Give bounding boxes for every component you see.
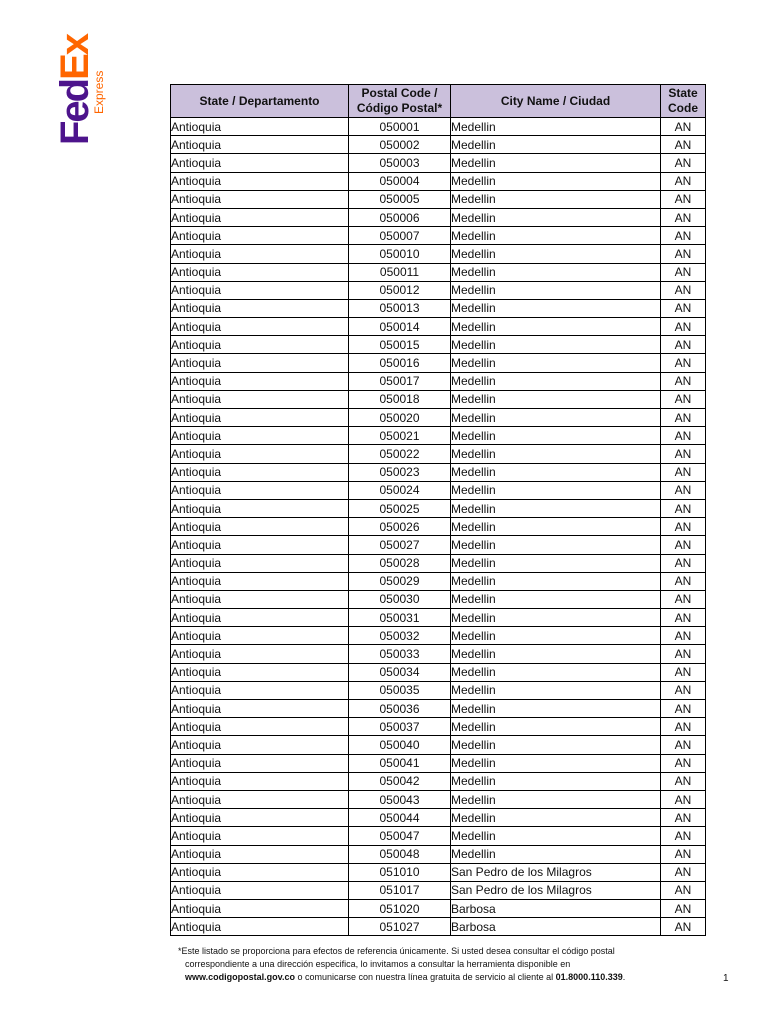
cell-state-code: AN — [661, 700, 706, 718]
cell-postal-code: 050033 — [349, 645, 451, 663]
cell-postal-code: 050034 — [349, 663, 451, 681]
header-state: State / Departamento — [171, 85, 349, 118]
cell-state: Antioquia — [171, 609, 349, 627]
cell-state: Antioquia — [171, 154, 349, 172]
cell-state: Antioquia — [171, 172, 349, 190]
cell-city: Medellin — [451, 263, 661, 281]
table-row — [171, 336, 706, 354]
cell-city: Medellin — [451, 245, 661, 263]
cell-state-code: AN — [661, 718, 706, 736]
cell-state: Antioquia — [171, 590, 349, 608]
cell-city: Medellin — [451, 700, 661, 718]
cell-state-code: AN — [661, 572, 706, 590]
cell-state: Antioquia — [171, 681, 349, 699]
cell-postal-code: 050048 — [349, 845, 451, 863]
cell-postal-code: 050041 — [349, 754, 451, 772]
table-row — [171, 518, 706, 536]
cell-state: Antioquia — [171, 208, 349, 226]
cell-state-code: AN — [661, 445, 706, 463]
table-row — [171, 863, 706, 881]
cell-state-code: AN — [661, 263, 706, 281]
footnote-line-2: correspondiente a una dirección especifica, lo invitamos a consultar la herramienta disponible en — [185, 959, 571, 969]
cell-city: Medellin — [451, 354, 661, 372]
cell-postal-code: 051017 — [349, 881, 451, 899]
cell-state: Antioquia — [171, 499, 349, 517]
website-link[interactable]: www.codigopostal.gov.co — [185, 972, 296, 982]
header-postal-code: Postal Code / Código Postal* — [349, 85, 451, 118]
cell-state: Antioquia — [171, 318, 349, 336]
cell-city: Medellin — [451, 790, 661, 808]
cell-state-code: AN — [661, 518, 706, 536]
table-row — [171, 118, 706, 136]
table-row — [171, 790, 706, 808]
cell-state-code: AN — [661, 390, 706, 408]
cell-city: Medellin — [451, 663, 661, 681]
cell-state: Antioquia — [171, 627, 349, 645]
cell-state-code: AN — [661, 663, 706, 681]
cell-state-code: AN — [661, 336, 706, 354]
table-row — [171, 227, 706, 245]
cell-city: Medellin — [451, 463, 661, 481]
cell-state-code: AN — [661, 900, 706, 918]
cell-state-code: AN — [661, 318, 706, 336]
cell-city: Medellin — [451, 572, 661, 590]
cell-state-code: AN — [661, 827, 706, 845]
cell-city: Medellin — [451, 827, 661, 845]
table-row — [171, 827, 706, 845]
table-row — [171, 263, 706, 281]
cell-state: Antioquia — [171, 227, 349, 245]
cell-postal-code: 050023 — [349, 463, 451, 481]
cell-state: Antioquia — [171, 809, 349, 827]
header-city: City Name / Ciudad — [451, 85, 661, 118]
cell-postal-code: 050021 — [349, 427, 451, 445]
cell-state-code: AN — [661, 536, 706, 554]
table-row — [171, 172, 706, 190]
footnote — [178, 945, 708, 984]
fedex-express-logo — [52, 30, 112, 150]
cell-state: Antioquia — [171, 354, 349, 372]
cell-state: Antioquia — [171, 190, 349, 208]
cell-state: Antioquia — [171, 900, 349, 918]
cell-state: Antioquia — [171, 827, 349, 845]
cell-state: Antioquia — [171, 736, 349, 754]
table-row — [171, 554, 706, 572]
cell-city: Medellin — [451, 281, 661, 299]
cell-state: Antioquia — [171, 554, 349, 572]
cell-state-code: AN — [661, 790, 706, 808]
cell-postal-code: 051010 — [349, 863, 451, 881]
cell-city: Medellin — [451, 754, 661, 772]
cell-state: Antioquia — [171, 518, 349, 536]
cell-state-code: AN — [661, 409, 706, 427]
cell-city: Medellin — [451, 172, 661, 190]
cell-postal-code: 050020 — [349, 409, 451, 427]
cell-state: Antioquia — [171, 663, 349, 681]
cell-city: San Pedro de los Milagros — [451, 863, 661, 881]
cell-postal-code: 050044 — [349, 809, 451, 827]
cell-city: Medellin — [451, 536, 661, 554]
cell-postal-code: 050043 — [349, 790, 451, 808]
cell-postal-code: 050005 — [349, 190, 451, 208]
cell-postal-code: 050004 — [349, 172, 451, 190]
cell-city: Medellin — [451, 118, 661, 136]
cell-city: Medellin — [451, 645, 661, 663]
cell-postal-code: 050031 — [349, 609, 451, 627]
table-row — [171, 572, 706, 590]
table-row — [171, 881, 706, 899]
cell-state-code: AN — [661, 227, 706, 245]
cell-postal-code: 050003 — [349, 154, 451, 172]
table-row — [171, 318, 706, 336]
table-row — [171, 499, 706, 517]
cell-state: Antioquia — [171, 572, 349, 590]
cell-state-code: AN — [661, 190, 706, 208]
cell-state-code: AN — [661, 645, 706, 663]
table-row — [171, 427, 706, 445]
table-row — [171, 772, 706, 790]
cell-city: Medellin — [451, 499, 661, 517]
cell-city: Medellin — [451, 809, 661, 827]
header-state-code: State Code — [661, 85, 706, 118]
fedex-logo-icon — [52, 30, 112, 150]
cell-city: Medellin — [451, 518, 661, 536]
table-row — [171, 663, 706, 681]
table-row — [171, 390, 706, 408]
cell-state: Antioquia — [171, 427, 349, 445]
cell-state-code: AN — [661, 590, 706, 608]
cell-state: Antioquia — [171, 845, 349, 863]
cell-state: Antioquia — [171, 918, 349, 936]
cell-state-code: AN — [661, 554, 706, 572]
cell-postal-code: 050018 — [349, 390, 451, 408]
cell-state: Antioquia — [171, 863, 349, 881]
cell-state-code: AN — [661, 681, 706, 699]
cell-postal-code: 050037 — [349, 718, 451, 736]
cell-state-code: AN — [661, 299, 706, 317]
table-row — [171, 900, 706, 918]
cell-postal-code: 050006 — [349, 208, 451, 226]
cell-state-code: AN — [661, 609, 706, 627]
cell-state: Antioquia — [171, 536, 349, 554]
table-row — [171, 154, 706, 172]
cell-postal-code: 051020 — [349, 900, 451, 918]
cell-postal-code: 051027 — [349, 918, 451, 936]
cell-state-code: AN — [661, 427, 706, 445]
cell-state: Antioquia — [171, 245, 349, 263]
table-row — [171, 299, 706, 317]
cell-postal-code: 050030 — [349, 590, 451, 608]
cell-state: Antioquia — [171, 263, 349, 281]
cell-state: Antioquia — [171, 445, 349, 463]
cell-state-code: AN — [661, 372, 706, 390]
table-row — [171, 681, 706, 699]
cell-city: Medellin — [451, 590, 661, 608]
cell-postal-code: 050029 — [349, 572, 451, 590]
cell-state-code: AN — [661, 499, 706, 517]
cell-city: Medellin — [451, 190, 661, 208]
cell-state: Antioquia — [171, 718, 349, 736]
cell-postal-code: 050026 — [349, 518, 451, 536]
cell-postal-code: 050025 — [349, 499, 451, 517]
cell-city: Medellin — [451, 299, 661, 317]
table-row — [171, 281, 706, 299]
cell-city: Medellin — [451, 409, 661, 427]
table-row — [171, 718, 706, 736]
cell-state-code: AN — [661, 736, 706, 754]
cell-state-code: AN — [661, 881, 706, 899]
cell-postal-code: 050047 — [349, 827, 451, 845]
table-row — [171, 645, 706, 663]
cell-city: Medellin — [451, 718, 661, 736]
footnote-line-3: www.codigopostal.gov.co o comunicarse con nuestra línea gratuita de servicio al cliente al 01.8000.110.339. — [185, 972, 626, 982]
cell-city: Medellin — [451, 208, 661, 226]
cell-city: Medellin — [451, 627, 661, 645]
cell-postal-code: 050012 — [349, 281, 451, 299]
cell-postal-code: 050001 — [349, 118, 451, 136]
table-row — [171, 245, 706, 263]
table-row — [171, 445, 706, 463]
cell-state-code: AN — [661, 281, 706, 299]
table-row — [171, 208, 706, 226]
cell-state-code: AN — [661, 245, 706, 263]
cell-state-code: AN — [661, 863, 706, 881]
cell-postal-code: 050002 — [349, 136, 451, 154]
cell-postal-code: 050036 — [349, 700, 451, 718]
cell-city: Medellin — [451, 427, 661, 445]
table-row — [171, 609, 706, 627]
cell-state: Antioquia — [171, 754, 349, 772]
cell-state: Antioquia — [171, 136, 349, 154]
cell-state: Antioquia — [171, 336, 349, 354]
cell-postal-code: 050014 — [349, 318, 451, 336]
cell-state-code: AN — [661, 154, 706, 172]
cell-postal-code: 050032 — [349, 627, 451, 645]
cell-postal-code: 050035 — [349, 681, 451, 699]
cell-city: Medellin — [451, 318, 661, 336]
table-row — [171, 536, 706, 554]
cell-state: Antioquia — [171, 299, 349, 317]
cell-state: Antioquia — [171, 790, 349, 808]
cell-postal-code: 050028 — [349, 554, 451, 572]
postal-code-table — [170, 84, 706, 936]
cell-state-code: AN — [661, 172, 706, 190]
cell-state: Antioquia — [171, 372, 349, 390]
table-row — [171, 627, 706, 645]
svg-text:Express: Express — [92, 70, 106, 114]
cell-state-code: AN — [661, 754, 706, 772]
cell-state-code: AN — [661, 118, 706, 136]
cell-city: Barbosa — [451, 918, 661, 936]
footnote-line-1: *Este listado se proporciona para efectos de referencia únicamente. Si usted desea consultar el código postal — [178, 946, 615, 956]
cell-postal-code: 050015 — [349, 336, 451, 354]
cell-city: Medellin — [451, 554, 661, 572]
table-row — [171, 409, 706, 427]
cell-city: Medellin — [451, 336, 661, 354]
table-row — [171, 590, 706, 608]
cell-state: Antioquia — [171, 700, 349, 718]
cell-city: Medellin — [451, 227, 661, 245]
cell-postal-code: 050011 — [349, 263, 451, 281]
cell-state-code: AN — [661, 627, 706, 645]
cell-postal-code: 050010 — [349, 245, 451, 263]
cell-city: Medellin — [451, 390, 661, 408]
cell-city: Barbosa — [451, 900, 661, 918]
cell-city: Medellin — [451, 736, 661, 754]
page-number: 1 — [723, 973, 729, 984]
table-row — [171, 700, 706, 718]
table-row — [171, 354, 706, 372]
cell-city: San Pedro de los Milagros — [451, 881, 661, 899]
phone-number: 01.8000.110.339 — [555, 972, 623, 982]
cell-state-code: AN — [661, 845, 706, 863]
cell-postal-code: 050017 — [349, 372, 451, 390]
table-row — [171, 190, 706, 208]
cell-state-code: AN — [661, 918, 706, 936]
table-row — [171, 136, 706, 154]
table-row — [171, 845, 706, 863]
table-row — [171, 372, 706, 390]
cell-state-code: AN — [661, 772, 706, 790]
table-row — [171, 918, 706, 936]
table-row — [171, 754, 706, 772]
cell-state: Antioquia — [171, 881, 349, 899]
cell-state: Antioquia — [171, 772, 349, 790]
table-row — [171, 736, 706, 754]
cell-postal-code: 050007 — [349, 227, 451, 245]
cell-state: Antioquia — [171, 409, 349, 427]
cell-city: Medellin — [451, 372, 661, 390]
cell-city: Medellin — [451, 845, 661, 863]
table-header-row — [171, 85, 706, 118]
cell-state-code: AN — [661, 208, 706, 226]
cell-postal-code: 050027 — [349, 536, 451, 554]
cell-city: Medellin — [451, 772, 661, 790]
cell-city: Medellin — [451, 481, 661, 499]
cell-state: Antioquia — [171, 281, 349, 299]
cell-state-code: AN — [661, 136, 706, 154]
table-row — [171, 481, 706, 499]
cell-city: Medellin — [451, 136, 661, 154]
cell-city: Medellin — [451, 609, 661, 627]
cell-city: Medellin — [451, 154, 661, 172]
cell-state-code: AN — [661, 809, 706, 827]
cell-state-code: AN — [661, 354, 706, 372]
table-row — [171, 809, 706, 827]
cell-state: Antioquia — [171, 463, 349, 481]
cell-postal-code: 050042 — [349, 772, 451, 790]
cell-state: Antioquia — [171, 390, 349, 408]
cell-state: Antioquia — [171, 481, 349, 499]
cell-postal-code: 050022 — [349, 445, 451, 463]
cell-city: Medellin — [451, 681, 661, 699]
cell-city: Medellin — [451, 445, 661, 463]
cell-state-code: AN — [661, 481, 706, 499]
svg-text:FedEx: FedEx — [53, 34, 97, 145]
table-row — [171, 463, 706, 481]
cell-state-code: AN — [661, 463, 706, 481]
cell-postal-code: 050013 — [349, 299, 451, 317]
cell-state: Antioquia — [171, 118, 349, 136]
cell-postal-code: 050016 — [349, 354, 451, 372]
cell-state: Antioquia — [171, 645, 349, 663]
cell-postal-code: 050040 — [349, 736, 451, 754]
cell-postal-code: 050024 — [349, 481, 451, 499]
